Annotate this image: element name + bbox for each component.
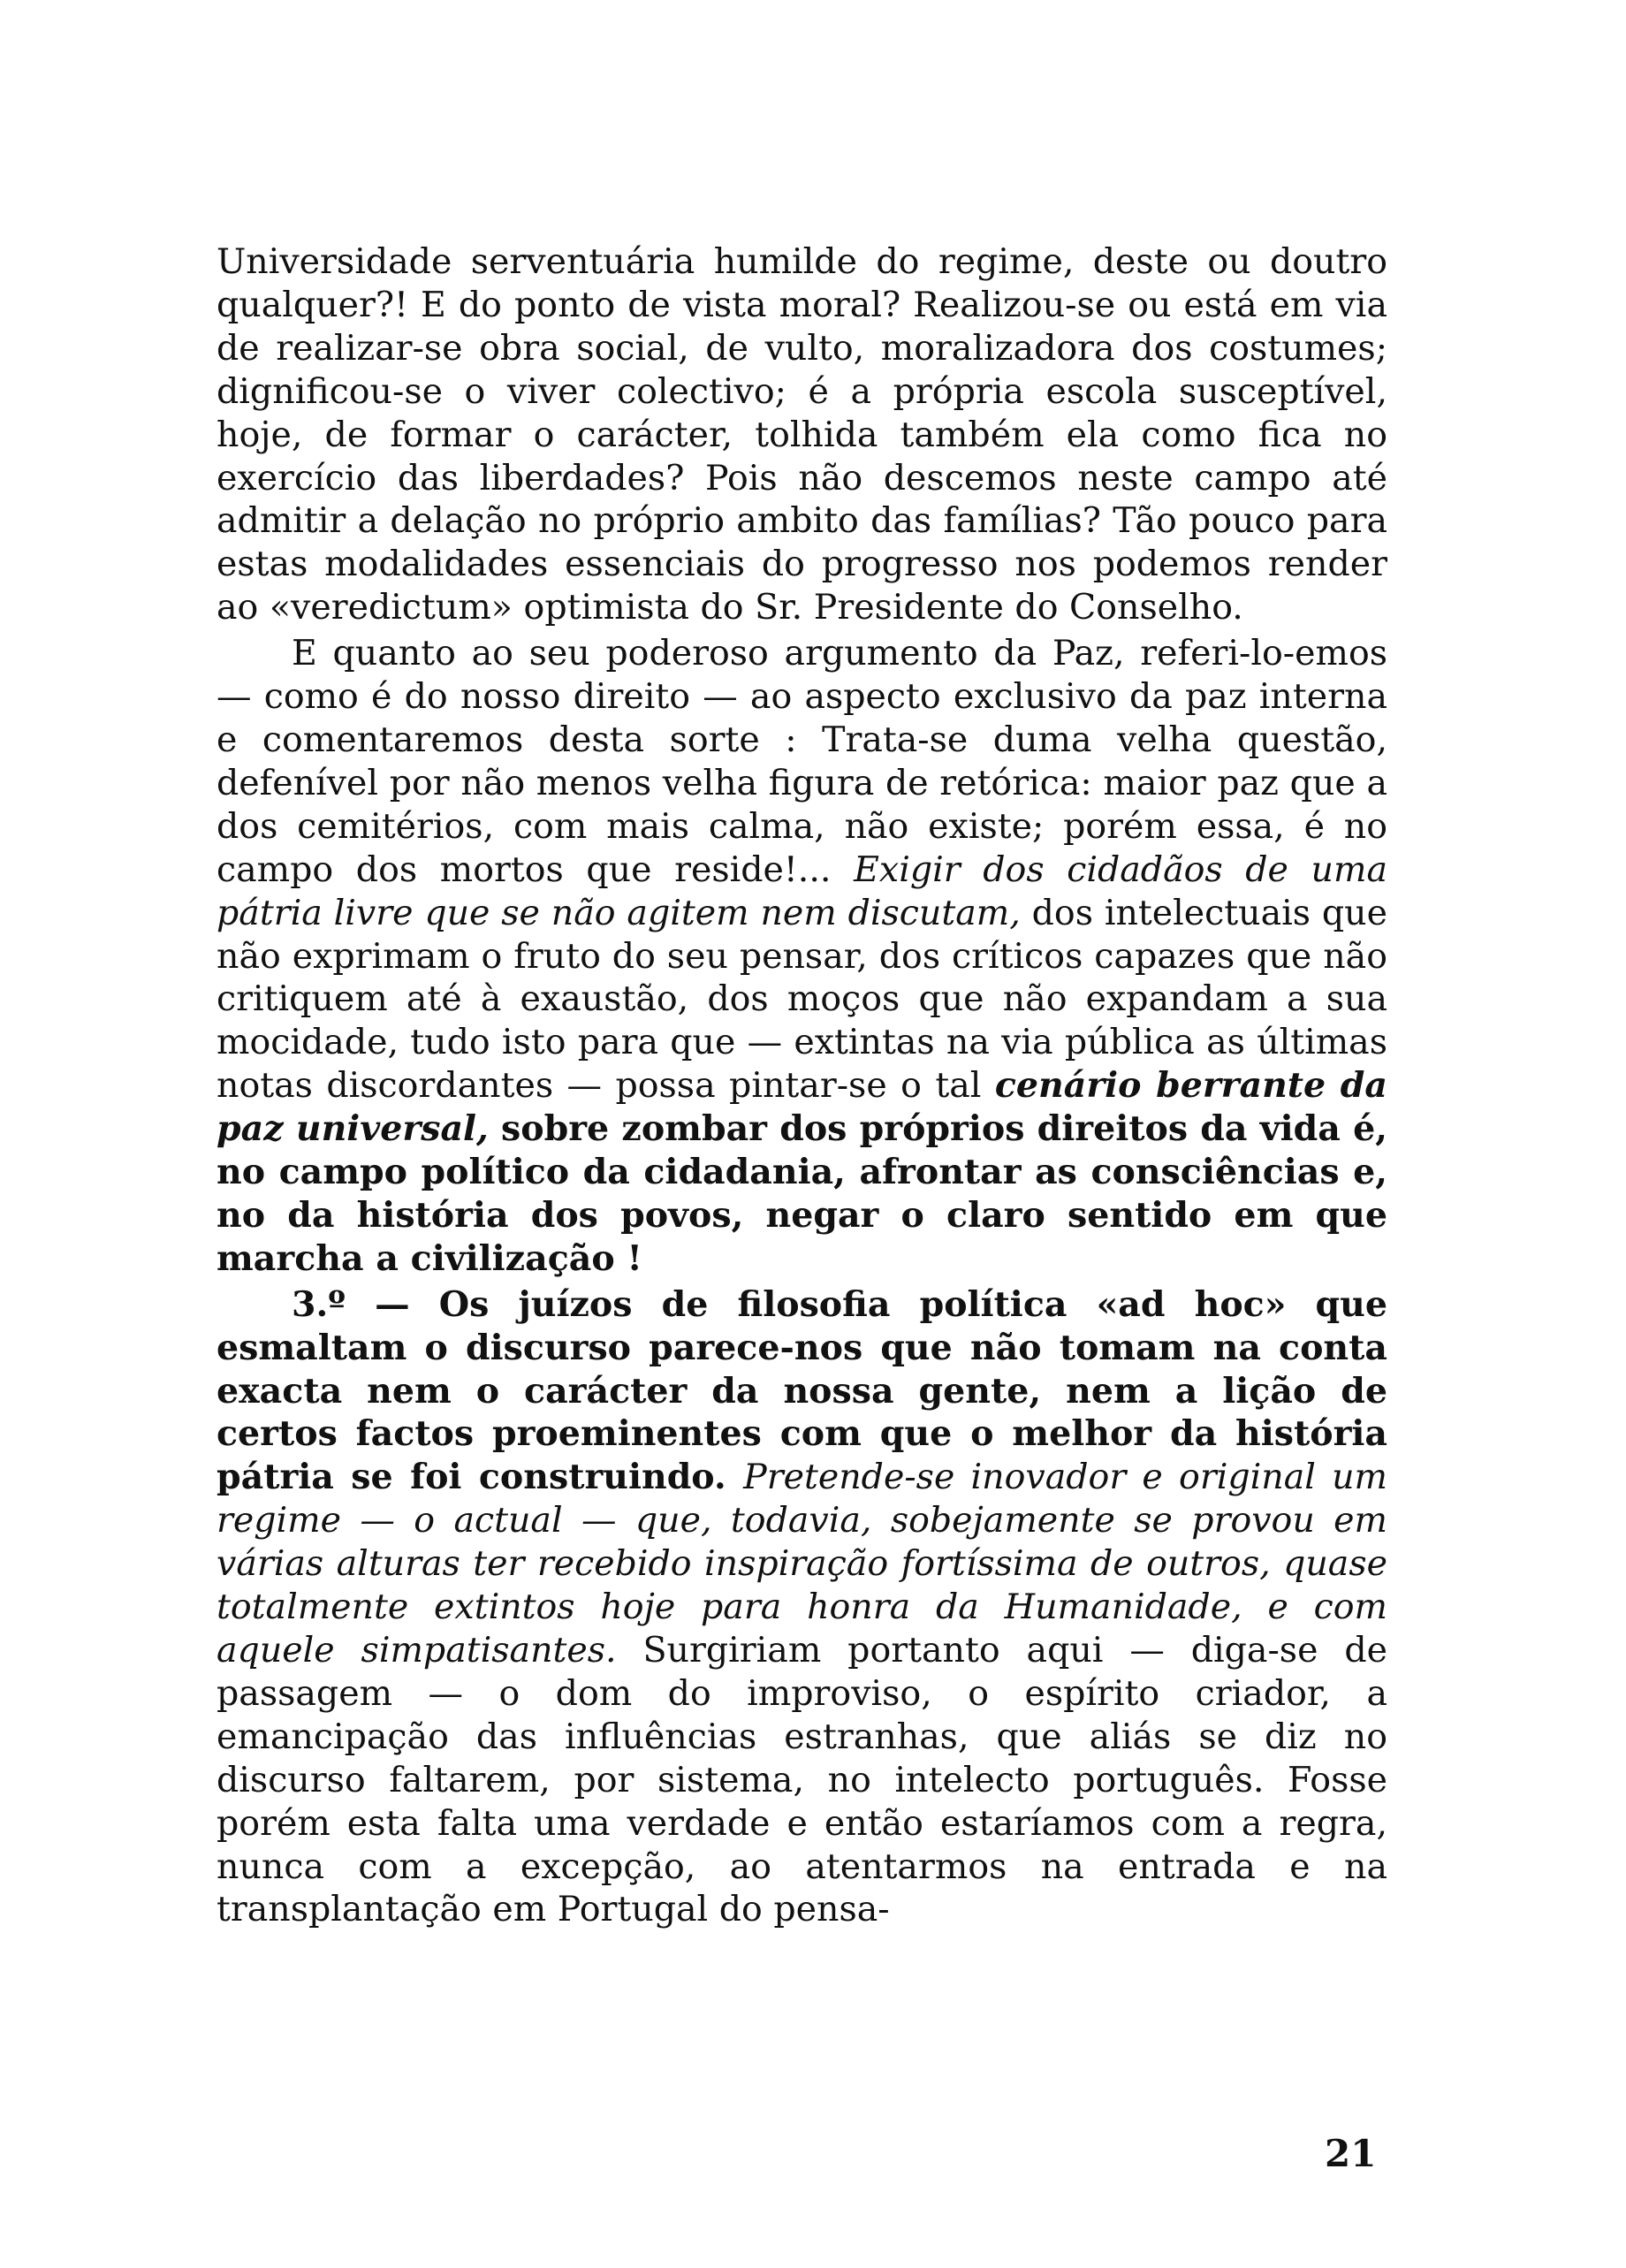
page-body [217,240,1387,1931]
paragraph-2-segment-3: dos intelectuais que não exprimam o fruto do seu pensar, dos críticos capazes que não critiquem até à exaustão, dos moços que não expandam a sua mocidade, tudo isto para que — extintas na via pública as últimas notas discordantes — possa pintar-se o tal [217,892,1387,1107]
paragraph-3-segment-1: 3.º — Os juízos de filosofia política «ad hoc» que esmaltam o discurso parece-nos que não tomam na conta exacta nem o carácter da nossa gente, nem a lição de certos factos proeminentes com que o melhor da história pátria se foi construindo. [217,1283,1387,1498]
paragraph-3-segment-2: Pretende-se inovador e original um regime — o actual — que, todavia, sobejamente se provou em várias alturas ter recebido inspiração fortíssima de outros, quase totalmente extintos hoje para honra da Humanidade, e com aquele simpatisantes. [217,1457,1387,1671]
page-number: 21 [1325,2132,1377,2175]
paragraph-3-segment-3: Surgiriam portanto aqui — diga-se de passagem — o dom do improviso, o espírito criador, a emancipação das influências estranhas, que aliás se diz no discurso faltarem, por sistema, no intelecto português. Fosse porém esta falta uma verdade e então estaríamos com a regra, nunca com a excepção, ao atentarmos na entrada e na transplantação em Portugal do pensa- [217,1630,1387,1930]
paragraph-1 [217,240,1387,629]
paragraph-2-segment-2: Exigir dos cidadãos de uma pátria livre que se não agitem nem discutam, [217,849,1387,933]
paragraph-3 [217,1283,1387,1932]
paragraph-2 [217,632,1387,1281]
paragraph-2-segment-4: cenário berrante da paz universal, [217,1065,1388,1150]
paragraph-2-segment-1: E quanto ao seu poderoso argumento da Paz, referi-lo-emos — como é do nosso direito — ao aspecto exclusivo da paz interna e comentaremos desta sorte : Trata-se duma velha questão, defenível por não menos velha figura de retórica: maior paz que a dos cemitérios, com mais calma, não existe; porém essa, é no campo dos mortos que reside!... [217,633,1387,890]
paragraph-2-segment-5: sobre zombar dos próprios direitos da vida é, no campo político da cidadania, afrontar as consciências e, no da história dos povos, negar o claro sentido em que marcha a civilização ! [217,1108,1387,1279]
paragraph-1-text: Universidade serventuária humilde do regime, deste ou doutro qualquer?! E do ponto de vista moral? Realizou-se ou está em via de realizar-se obra social, de vulto, moralizadora dos costumes; dignificou-se o viver colectivo; é a própria escola susceptível, hoje, de formar o carácter, tolhida também ela como fica no exercício das liberdades? Pois não descemos neste campo até admitir a delação no próprio ambito das famílias? Tão pouco para estas modalidades essenciais do progresso nos podemos render ao «veredictum» optimista do Sr. Presidente do Conselho. [217,241,1387,628]
